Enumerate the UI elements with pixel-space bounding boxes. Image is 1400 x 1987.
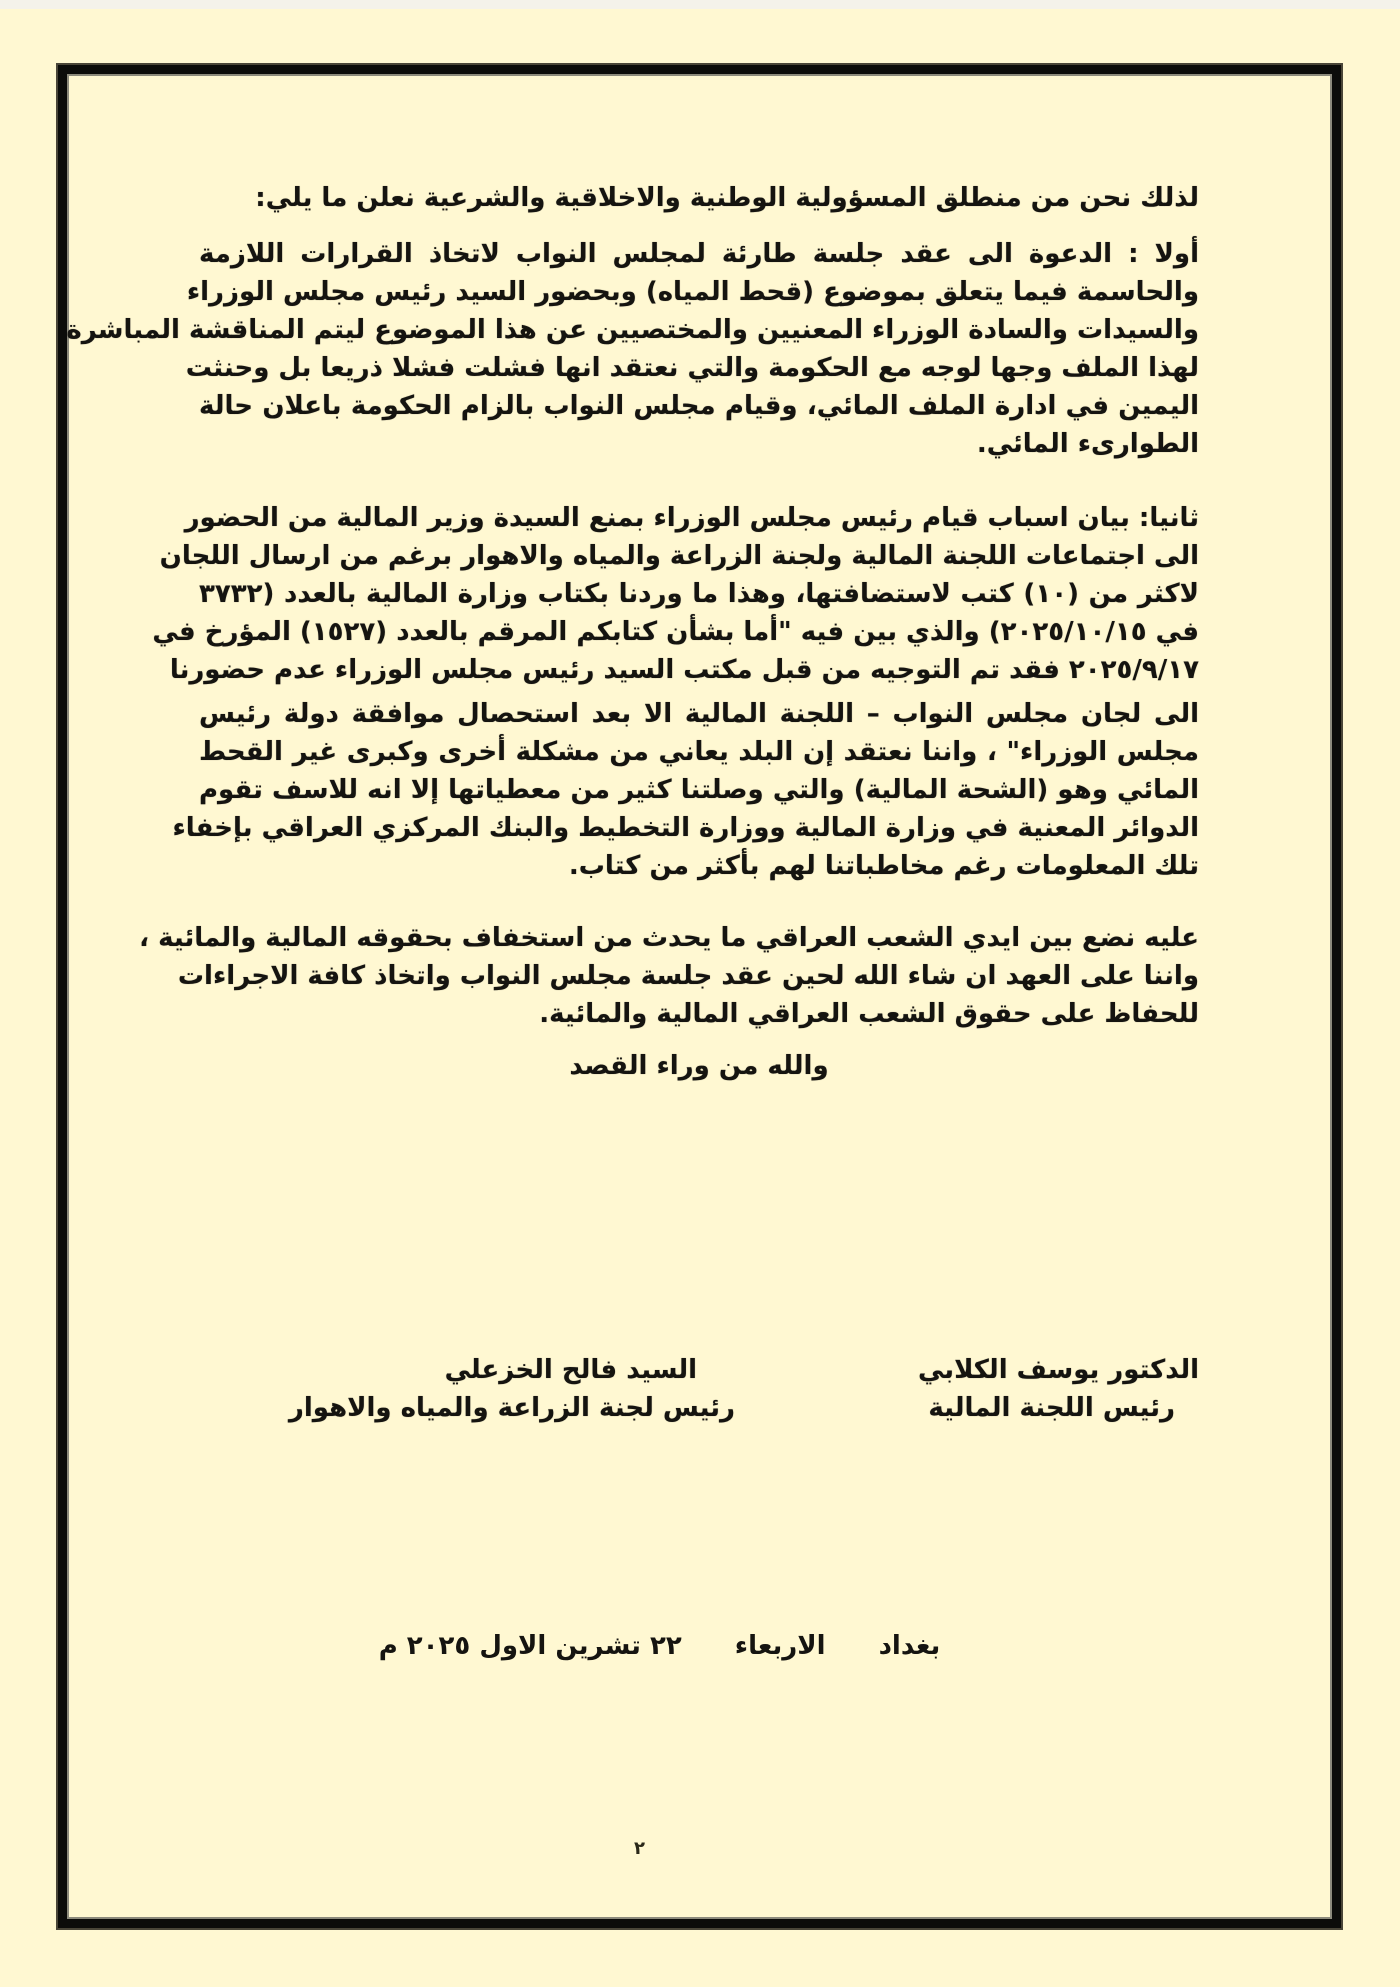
paragraph-line: لاكثر من (١٠) كتب لاستضافتها، وهذا ما وردنا بكتاب وزارة المالية بالعدد (٣٧٣٢ [199,579,1200,609]
paragraph-line: ثانيا: بيان اسباب قيام رئيس مجلس الوزراء بمنع السيدة وزير المالية من الحضور [184,503,1199,533]
date: ٢٢ تشرين الاول ٢٠٢٥ م [378,1631,682,1661]
weekday: الاربعاء [734,1631,826,1661]
valediction: والله من وراء القصد [569,1051,829,1081]
letter-page [66,76,1330,1917]
paragraph-line: تلك المعلومات رغم مخاطباتنا لهم بأكثر من كتاب. [568,851,1199,881]
page-number: ٢ [634,1838,645,1859]
signatory-name: السيد فالح الخزعلي [444,1355,697,1385]
paragraph-line: للحفاظ على حقوق الشعب العراقي المالية والمائية. [539,999,1199,1029]
paragraph-line: مجلس الوزراء" ، واننا نعتقد إن البلد يعاني من مشكلة أخرى وكبرى غير القحط [199,737,1199,767]
paragraph-line: واننا على العهد ان شاء الله لحين عقد جلسة مجلس النواب واتخاذ كافة الاجراءات [177,961,1199,991]
scan-top-strip [0,0,1400,9]
signatory-title: رئيس لجنة الزراعة والمياه والاهوار [288,1393,735,1423]
paragraph-line: الى اجتماعات اللجنة المالية ولجنة الزراعة والمياه والاهوار برغم من ارسال اللجان [159,541,1199,571]
place-date-line [29,1626,1290,1666]
paragraph-line: في ٢٠٢٥/١٠/١٥) والذي بين فيه "أما بشأن كتابكم المرقم بالعدد (١٥٢٧) المؤرخ في [152,617,1199,647]
paragraph-line: الطوارىء المائي. [976,429,1199,459]
paragraph-line: اليمين في ادارة الملف المائي، وقيام مجلس النواب بالزام الحكومة باعلان حالة [199,391,1199,421]
paragraph-line: والحاسمة فيما يتعلق بموضوع (قحط المياه) وبحضور السيد رئيس مجلس الوزراء [186,277,1199,307]
paragraph-line: والسيدات والسادة الوزراء المعنيين والمختصيين عن هذا الموضوع ليتم المناقشة المباشرة [66,315,1199,345]
paragraph-line: الدوائر المعنية في وزارة المالية ووزارة التخطيط والبنك المركزي العراقي بإخفاء [172,813,1199,843]
signatory-title: رئيس اللجنة المالية [928,1393,1175,1423]
intro-line: لذلك نحن من منطلق المسؤولية الوطنية والاخلاقية والشرعية نعلن ما يلي: [255,183,1199,213]
paragraph-line: لهذا الملف وجها لوجه مع الحكومة والتي نعتقد انها فشلت فشلا ذريعا بل وحنثت [185,353,1199,383]
paragraph-line: الى لجان مجلس النواب – اللجنة المالية الا بعد استحصال موافقة دولة رئيس [199,699,1199,729]
signatory-name: الدكتور يوسف الكلابي [918,1355,1199,1385]
paragraph-line: عليه نضع بين ايدي الشعب العراقي ما يحدث من استخفاف بحقوقه المالية والمائية ، [139,923,1199,953]
paragraph-line: المائي وهو (الشحة المالية) والتي وصلتنا كثير من معطياتها إلا انه للاسف تقوم [199,775,1199,805]
paragraph-line: ٢٠٢٥/٩/١٧ فقد تم التوجيه من قبل مكتب السيد رئيس مجلس الوزراء عدم حضورنا [169,655,1199,685]
place: بغداد [878,1631,941,1661]
paragraph-line: أولا : الدعوة الى عقد جلسة طارئة لمجلس النواب لاتخاذ القرارات اللازمة [199,239,1199,269]
